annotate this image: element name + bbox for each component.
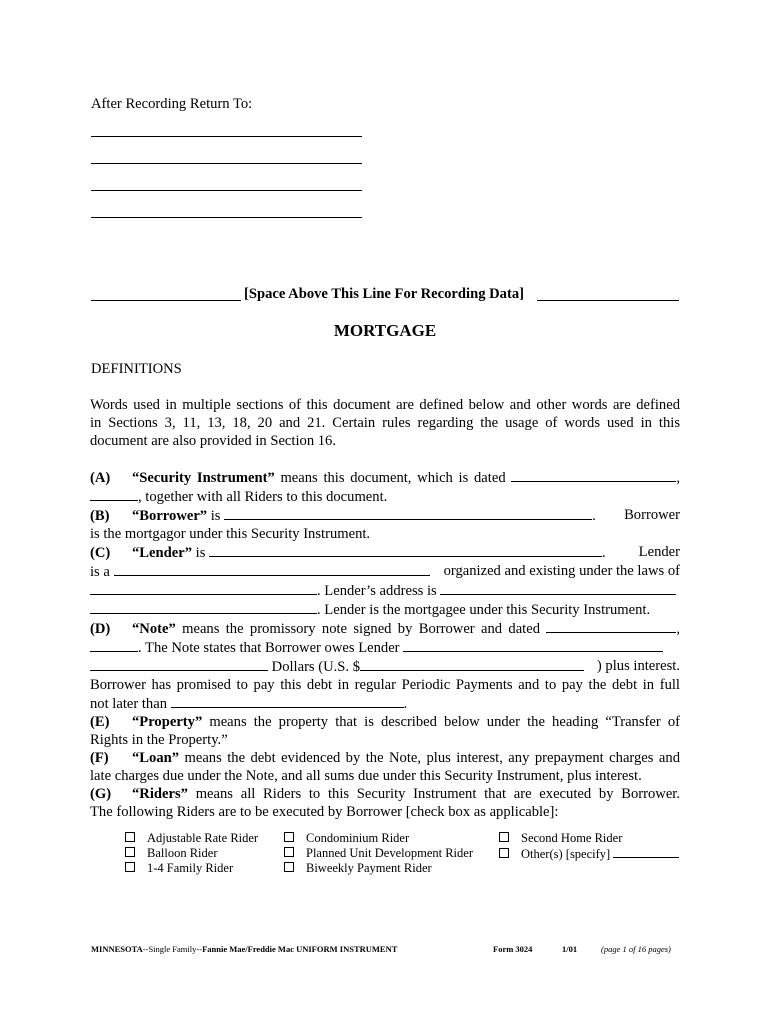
definition-d-line-4: Borrower has promised to pay this debt in regular Periodic Payments and to pay the debt in full [90,677,680,693]
rider-label: Planned Unit Development Rider [306,846,473,860]
intro-line: Words used in multiple sections of this document are defined below and other words are defined [90,397,680,413]
footer-form-number: Form 3024 [493,944,533,954]
definition-e-line-2: Rights in the Property.” [90,732,228,748]
other-rider-specify-field[interactable] [613,846,679,858]
definition-label: (A) [90,470,111,486]
definition-text: organized and existing under the laws of [443,563,680,579]
checkbox-icon[interactable] [284,832,294,842]
checkbox-icon[interactable] [499,848,509,858]
rider-label: 1-4 Family Rider [147,861,234,875]
definition-text: Lender [638,544,680,560]
maturity-date-field[interactable] [171,694,404,708]
definition-c-line-4 [90,600,680,619]
checkbox-icon[interactable] [499,832,509,842]
footer-family: --Single Family-- [142,944,203,954]
definition-term: “Riders” [132,786,188,802]
rider-label: Biweekly Payment Rider [306,861,432,875]
definition-f-line-2: late charges due under the Note, and all sums due under this Security Instrument, plus interest. [90,768,642,784]
return-to-label: After Recording Return To: [91,96,253,112]
definition-c-line-2 [90,562,680,581]
rider-label: Balloon Rider [147,846,218,860]
return-address-line-2[interactable] [91,163,362,164]
intro-paragraph [90,396,680,450]
rider-1-4-family[interactable] [125,861,233,876]
definition-d-line-3 [90,657,680,676]
definition-text: ) plus interest. [596,658,680,674]
definition-text: means the debt evidenced by the Note, plus interest, any prepayment charges and [179,750,680,766]
definitions-heading: DEFINITIONS [91,361,182,377]
note-date-field[interactable] [546,619,676,633]
definition-label: (C) [90,545,111,561]
definition-text: . [403,696,408,712]
return-address-line-1[interactable] [91,136,362,137]
definition-text: means all Riders to this Security Instrument that are executed by Borrower. [187,786,680,802]
recording-space-label: [Space Above This Line For Recording Data] [244,286,524,302]
definition-d-line-1: (D) “Note” means the promissory note signed by Borrower and dated , [90,621,680,637]
definition-a-line-2 [90,487,680,506]
definition-text: means the promissory note signed by Borrower and dated [175,621,547,637]
definition-label: (E) [90,714,110,730]
checkbox-icon[interactable] [284,847,294,857]
definition-text: . [592,508,596,524]
definition-a-line-1: (A) “Security Instrument” means this document, which is dated , [90,470,680,486]
definition-b-line-2: is the mortgagor under this Security Instrument. [90,526,371,542]
rider-balloon[interactable] [125,846,217,861]
borrower-name-field[interactable] [224,506,592,520]
rider-condominium[interactable] [284,831,409,846]
rider-planned-unit-development[interactable] [284,846,473,861]
footer-form-date: 1/01 [562,944,578,954]
recording-line-right [537,300,679,301]
definition-text: not later than [90,696,171,712]
definition-label: (F) [90,750,109,766]
definition-term: “Note” [132,621,176,637]
rider-label: Other(s) [specify] [521,847,611,861]
footer-instrument-name: Fannie Mae/Freddie Mac UNIFORM INSTRUMENT [202,944,398,954]
security-instrument-date-field[interactable] [511,468,676,482]
note-amount-dollars-field[interactable] [360,657,584,671]
rider-adjustable-rate[interactable] [125,831,258,846]
lender-jurisdiction-field[interactable] [90,581,317,595]
document-title: MORTGAGE [333,321,437,340]
definition-d-line-5 [90,694,680,713]
definition-text: is [192,545,210,561]
intro-line: document are also provided in Section 16. [90,433,337,449]
checkbox-icon[interactable] [125,862,135,872]
lender-address-field[interactable] [440,581,676,595]
rider-label: Condominium Rider [306,831,410,845]
note-amount-words-field[interactable] [403,638,663,652]
checkbox-icon[interactable] [125,832,135,842]
definition-d-line-2 [90,638,680,657]
definition-c-line-3 [90,581,680,600]
definition-g-line-2: The following Riders are to be executed by Borrower [check box as applicable]: [90,804,559,820]
definition-text: . The Note states that Borrower owes Lender [138,640,404,656]
definition-text: , together with all Riders to this document. [138,489,388,505]
footer-state: MINNESOTA [91,944,143,954]
definition-term: “Borrower” [132,508,208,524]
return-address-line-4[interactable] [91,217,362,218]
rider-label: Adjustable Rate Rider [147,831,259,845]
definition-text: is a [90,564,114,580]
definition-label: (G) [90,786,112,802]
definition-f-line-1 [90,749,680,767]
checkbox-icon[interactable] [284,862,294,872]
definition-text: means the property that is described below under the heading “Transfer of [202,714,680,730]
definition-label: (D) [90,621,111,637]
definition-c-line-1 [90,543,680,562]
definition-text: . Lender’s address is [317,583,441,599]
definition-text: . Lender is the mortgagee under this Security Instrument. [317,602,651,618]
footer-page-number: (page 1 of 16 pages) [601,944,671,954]
definition-text: means this document, which is dated [274,470,512,486]
definition-term: “Loan” [132,750,180,766]
definition-e-line-1 [90,713,680,731]
note-year-field[interactable] [90,638,138,652]
recording-line-left [91,300,241,301]
definition-term: “Property” [132,714,203,730]
rider-biweekly-payment[interactable] [284,861,432,876]
definition-text: Dollars (U.S. $ [268,659,361,675]
definition-term: “Security Instrument” [132,470,275,486]
definition-text: is [207,508,225,524]
definition-text: Borrower [624,507,680,523]
lender-name-field[interactable] [209,543,602,557]
rider-second-home[interactable] [499,831,622,846]
note-amount-words-continued-field[interactable] [90,657,268,671]
checkbox-icon[interactable] [125,847,135,857]
footer-instrument [91,944,397,954]
definitions-list [90,468,680,821]
rider-other[interactable] [499,846,679,862]
intro-line: in Sections 3, 11, 13, 18, 20 and 21. Certain rules regarding the usage of words used in this [90,415,680,431]
definition-label: (B) [90,508,110,524]
definition-g-line-1 [90,785,680,803]
definition-term: “Lender” [132,545,192,561]
lender-address-continued-field[interactable] [90,600,317,614]
rider-label: Second Home Rider [521,831,623,845]
lender-entity-type-field[interactable] [114,562,430,576]
return-address-line-3[interactable] [91,190,362,191]
definition-text: . [602,545,606,561]
security-instrument-year-field[interactable] [90,487,138,501]
definition-b-line-1 [90,506,680,525]
